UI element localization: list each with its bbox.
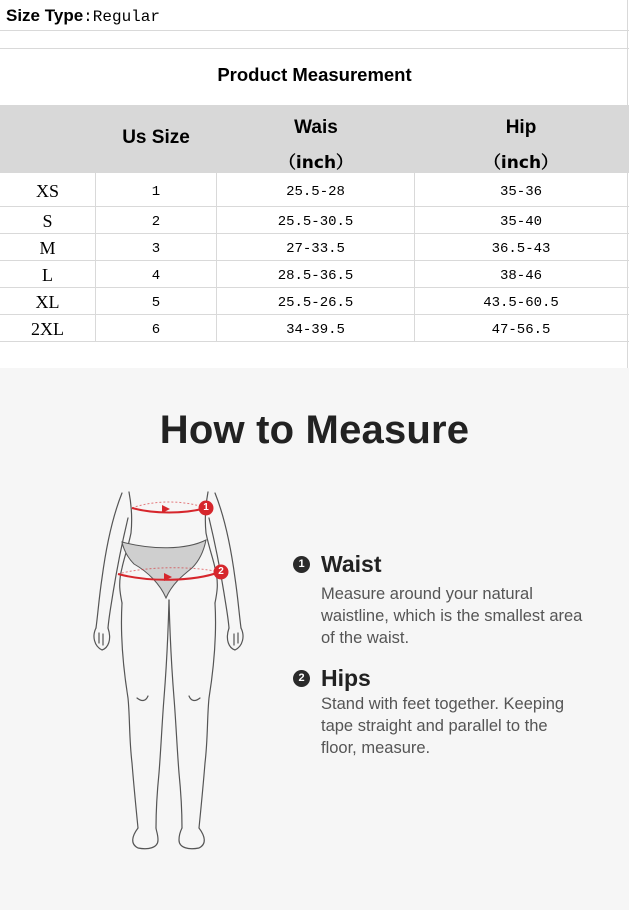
cell-hip: 47-56.5 bbox=[491, 322, 551, 338]
header-waist-label: Wais bbox=[294, 117, 338, 138]
header-hip-label: Hip bbox=[505, 117, 537, 138]
cell-hip: 35-40 bbox=[499, 214, 542, 230]
step-desc-line: of the waist. bbox=[321, 629, 410, 647]
table-header bbox=[0, 105, 629, 173]
cell-hip: 38-46 bbox=[499, 268, 542, 284]
header-us-size: Us Size bbox=[122, 127, 190, 148]
cell-waist: 34-39.5 bbox=[286, 322, 345, 338]
guide-title: How to Measure bbox=[159, 408, 470, 452]
step-description bbox=[321, 693, 621, 759]
cell-hip: 35-36 bbox=[499, 184, 542, 200]
header-hip-unit: （inch） bbox=[483, 153, 559, 173]
cell-size: L bbox=[42, 265, 53, 285]
cell-hip: 43.5-60.5 bbox=[483, 295, 559, 311]
step-desc-line: waistline, which is the smallest area bbox=[321, 607, 583, 625]
cell-waist: 25.5-26.5 bbox=[277, 295, 354, 311]
cell-us: 6 bbox=[151, 322, 161, 338]
step-number-badge: 1 bbox=[293, 556, 310, 573]
step-desc-line: floor, measure. bbox=[321, 739, 431, 757]
cell-size: 2XL bbox=[31, 319, 64, 339]
size-type-separator: : bbox=[83, 8, 93, 26]
cell-size: XL bbox=[35, 292, 60, 312]
size-type-value: Regular bbox=[92, 8, 160, 26]
cell-waist: 28.5-36.5 bbox=[277, 268, 354, 284]
step-desc-line: tape straight and parallel to the bbox=[321, 717, 548, 735]
cell-waist: 25.5-28 bbox=[286, 184, 345, 200]
cell-waist: 27-33.5 bbox=[286, 241, 345, 257]
step-heading: Waist bbox=[321, 551, 382, 577]
header-hip bbox=[415, 117, 627, 173]
header-waist-unit: （inch） bbox=[278, 153, 354, 173]
table-title: Product Measurement bbox=[217, 64, 412, 85]
marker-1-label: 1 bbox=[203, 502, 209, 513]
step-heading: Hips bbox=[321, 665, 371, 691]
step-number-badge: 2 bbox=[293, 670, 310, 687]
cell-size: XS bbox=[35, 181, 59, 201]
step-description bbox=[321, 583, 621, 649]
marker-2-label: 2 bbox=[218, 566, 224, 577]
cell-waist: 25.5-30.5 bbox=[277, 214, 354, 230]
step-desc-line: Stand with feet together. Keeping bbox=[321, 695, 565, 713]
cell-size: M bbox=[39, 238, 56, 258]
cell-us: 4 bbox=[151, 268, 161, 284]
cell-us: 2 bbox=[151, 214, 161, 230]
size-type-label: Size Type bbox=[6, 6, 84, 25]
size-type-line bbox=[6, 4, 160, 28]
cell-size: S bbox=[42, 211, 53, 231]
cell-us: 1 bbox=[151, 184, 161, 200]
body-figure-illustration bbox=[82, 488, 262, 858]
cell-hip: 36.5-43 bbox=[491, 241, 551, 257]
cell-us: 5 bbox=[151, 295, 161, 311]
cell-us: 3 bbox=[151, 241, 161, 257]
step-desc-line: Measure around your natural bbox=[321, 585, 533, 603]
size-chart-section bbox=[0, 0, 629, 340]
header-waist bbox=[217, 117, 415, 173]
underwear-shape bbox=[122, 540, 206, 598]
